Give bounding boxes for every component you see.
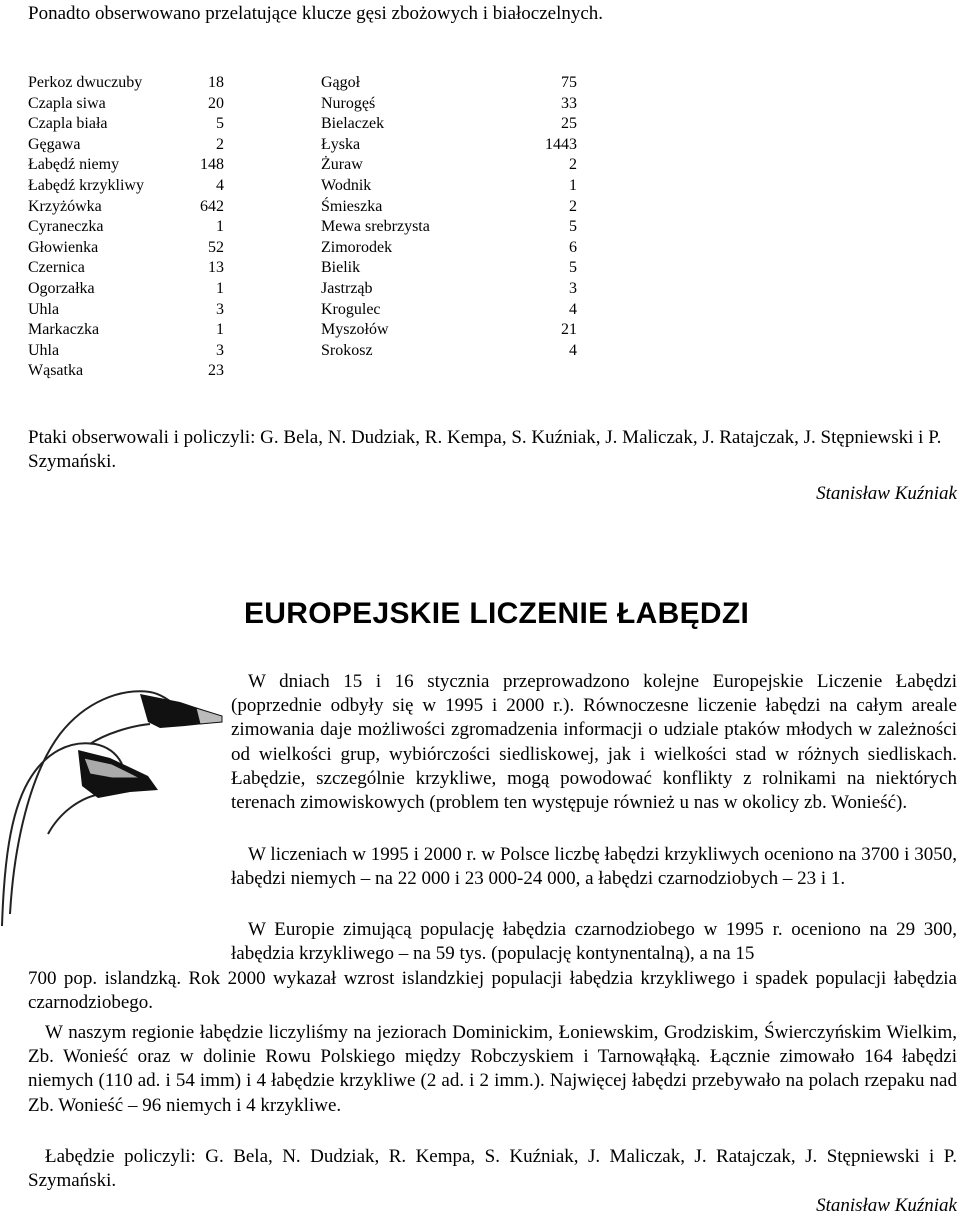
bird-count: 642 [200, 197, 224, 215]
bird-count: 5 [216, 115, 224, 133]
bird-name: Zimorodek [321, 238, 393, 256]
bird-row [321, 94, 577, 115]
bird-count: 4 [569, 341, 577, 359]
bird-row [28, 114, 224, 135]
bird-row [28, 135, 224, 156]
bird-row [28, 238, 224, 259]
bird-name: Myszołów [321, 321, 389, 339]
bird-count: 1443 [545, 135, 577, 153]
bird-name: Wąsatka [28, 362, 84, 380]
bird-name: Krzyżówka [28, 197, 102, 215]
bird-count: 18 [208, 74, 224, 91]
bird-count: 5 [569, 259, 577, 277]
bird-count: 2 [216, 135, 224, 153]
bird-name: Bielaczek [321, 115, 385, 133]
bird-row [28, 73, 224, 94]
bird-name: Żuraw [321, 156, 363, 174]
bird-count: 148 [200, 156, 224, 174]
bird-count: 52 [208, 238, 224, 256]
bird-name: Bielik [321, 259, 361, 277]
paragraph-4: W naszym regionie łabędzie liczyliśmy na jeziorach Dominickim, Łoniewskim, Grodziskim, Świerczyńskim Wielkim, Zb. Wonieść oraz w dolinie Rowu Polskiego między Robczyskiem i Tarnowąłąką. Łącznie zimowało 164 łabędzi niemych (110 ad. i 54 imm) i 4 łabędzie krzykliwe (2 ad. i 2 imm.). Najwięcej łabędzi przebywało na polach rzepaku nad Zb. Wonieść – 96 niemych i 4 krzykliwe. [28, 1022, 957, 1116]
bird-count: 1 [216, 218, 224, 236]
paragraph-1: W dniach 15 i 16 stycznia przeprowadzono kolejne Europejskie Liczenie Łabędzi (poprzednie odbyły się w 1995 i 2000 r.). Równoczesne liczenie łabędzi na całym areale zimowania daje możliwości zgromadzenia informacji o udziale ptaków młodych w zależności od wielkości grup, wybiórczości siedliskowej, jak i wielkości stad w różnych siedliskach. Łabędzie, szczególnie krzykliwe, mogą powodować konflikty z rolnikami na niektórych terenach zimowiskowych (problem ten występuje również u nas w okolicy zb. Wonieść). [231, 671, 957, 814]
back-swan-beak-tip [196, 708, 222, 724]
bird-count: 6 [569, 238, 577, 256]
bird-count: 1 [216, 321, 224, 339]
bird-row [321, 135, 577, 156]
bird-name: Mewa srebrzysta [321, 218, 430, 236]
bird-name: Śmieszka [321, 197, 383, 215]
bird-name: Perkoz dwuczuby [28, 74, 143, 91]
bird-row [321, 258, 577, 279]
bird-list-right [321, 73, 577, 361]
bird-count: 3 [569, 279, 577, 297]
bird-count: 20 [208, 94, 224, 112]
bird-count: 33 [561, 94, 577, 112]
bird-name: Łyska [321, 135, 361, 153]
bird-name: Ogorzałka [28, 279, 95, 297]
bird-row [321, 155, 577, 176]
bird-row [321, 217, 577, 238]
section-heading: EUROPEJSKIE LICZENIE ŁABĘDZI [244, 597, 750, 630]
bird-row [321, 197, 577, 218]
bird-count: 3 [216, 341, 224, 359]
bird-row [28, 155, 224, 176]
bird-row [321, 73, 577, 94]
bird-count: 1 [569, 176, 577, 194]
bird-name: Łabędź krzykliwy [28, 176, 144, 194]
bird-name: Cyraneczka [28, 218, 104, 236]
bird-name: Krogulec [321, 300, 381, 318]
bird-row [28, 197, 224, 218]
bird-row [321, 279, 577, 300]
bird-row [28, 217, 224, 238]
bird-row [321, 320, 577, 341]
bird-count: 2 [569, 156, 577, 174]
bird-count: 3 [216, 300, 224, 318]
bird-count: 75 [561, 74, 577, 91]
bird-count: 4 [216, 176, 224, 194]
bird-count: 21 [561, 321, 577, 339]
bird-row [28, 94, 224, 115]
bird-row [28, 320, 224, 341]
bird-name: Gęgawa [28, 135, 81, 153]
bird-row [28, 279, 224, 300]
bird-row [321, 114, 577, 135]
paragraph-2: W liczeniach w 1995 i 2000 r. w Polsce liczbę łabędzi krzykliwych oceniono na 3700 i 3050, łabędzi niemych – na 22 000 i 23 000-24 000, a łabędzi czarnodziobych – 23 i 1. [231, 844, 957, 890]
bird-count: 4 [569, 300, 577, 318]
bird-name: Uhla [28, 341, 60, 359]
bird-name: Jastrząb [321, 279, 373, 297]
bird-name: Srokosz [321, 341, 373, 359]
swan-heads-illustration [0, 664, 230, 934]
bird-name: Łabędź niemy [28, 156, 120, 174]
paragraph-3: W Europie zimującą populację łabędzia czarnodziobego w 1995 r. oceniono na 29 300, łabędzia krzykliwego – na 59 tys. (populację kontynentalną), a na 15 [231, 919, 957, 965]
bird-count: 2 [569, 197, 577, 215]
intro-text: Ponadto obserwowano przelatujące klucze gęsi zbożowych i białoczelnych. [28, 3, 604, 24]
bird-name: Nurogęś [321, 94, 376, 112]
bird-list-left [28, 73, 224, 382]
bird-row [321, 238, 577, 259]
bird-row [28, 300, 224, 321]
bird-row [28, 361, 224, 382]
bird-name: Markaczka [28, 321, 100, 339]
bird-name: Wodnik [321, 176, 372, 194]
bird-name: Uhla [28, 300, 60, 318]
bird-row [321, 176, 577, 197]
paragraph-5: Łabędzie policzyli: G. Bela, N. Dudziak, R. Kempa, S. Kuźniak, J. Maliczak, J. Ratajczak, J. Stępniewski i P. Szymański. [28, 1146, 957, 1192]
bird-row [28, 341, 224, 362]
signature-author: Stanisław Kuźniak [816, 483, 957, 504]
bird-name: Czernica [28, 259, 85, 277]
bird-row [28, 176, 224, 197]
bird-name: Gągoł [321, 74, 361, 91]
bird-count: 25 [561, 115, 577, 133]
bird-name: Czapla biała [28, 115, 108, 133]
observers-text: Ptaki obserwowali i policzyli: G. Bela, N. Dudziak, R. Kempa, S. Kuźniak, J. Maliczak, J. Ratajczak, J. Stępniewski i P. Szymański. [28, 427, 942, 472]
signature-author-2: Stanisław Kuźniak [816, 1195, 957, 1216]
bird-count: 23 [208, 362, 224, 380]
bird-row [321, 300, 577, 321]
bird-name: Głowienka [28, 238, 99, 256]
bird-count: 1 [216, 279, 224, 297]
bird-count: 13 [208, 259, 224, 277]
bird-row [28, 258, 224, 279]
paragraph-3-continued: 700 pop. islandzką. Rok 2000 wykazał wzrost islandzkiej populacji łabędzia krzykliwego i spadek populacji łabędzia czarnodziobego. [28, 968, 957, 1014]
bird-row [321, 341, 577, 362]
bird-name: Czapla siwa [28, 94, 106, 112]
bird-count: 5 [569, 218, 577, 236]
